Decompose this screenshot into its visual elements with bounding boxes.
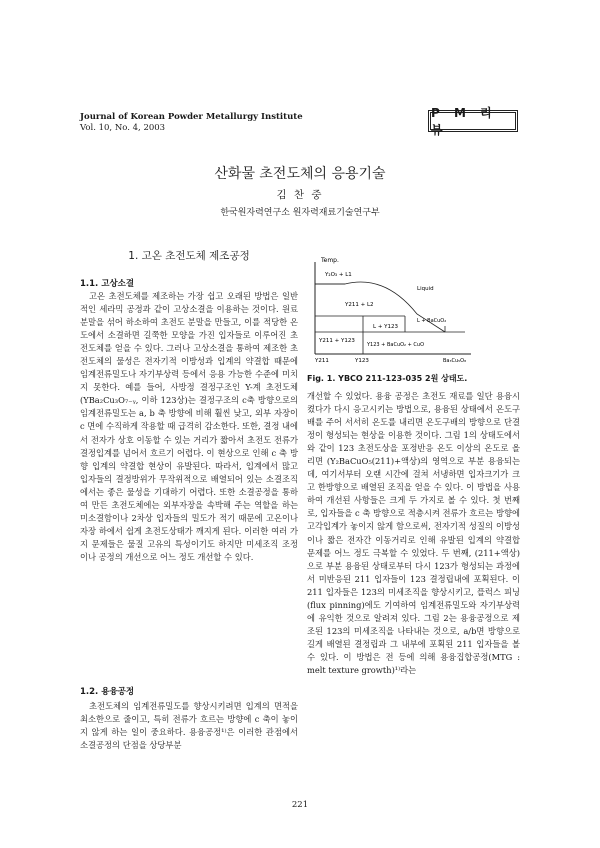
x-tick-label-y211: Y211	[315, 358, 329, 364]
subsection-heading-1-2: 1.2. 용융공정	[80, 687, 135, 697]
x-tick-label-ba3cu5o8: Ba₃Cu₅O₈	[443, 358, 467, 364]
y-axis-label: Temp.	[321, 257, 339, 264]
figure-caption: Fig. 1. YBCO 211-123-035 2원 상태도.	[307, 374, 468, 383]
article-affiliation: 한국원자력연구소 원자력재료기술연구부	[220, 208, 380, 218]
region-label-l-bacuo2: L + BaCuO₂	[417, 318, 447, 324]
region-label-top: Y₂O₃ + L1	[325, 272, 352, 278]
journal-volume: Vol. 10, No. 4, 2003	[80, 123, 166, 133]
paragraph-solid-sintering: 고온 초전도체를 제조하는 가장 쉽고 오래된 방법은 일반적인 세라믹 공정과 같이 고상소결을 이용하는 것이다. 원료분말을 섞어 하소하여 초전도 분말을 만들고, 이를 적당한 온도에서 소결하면 길쭉한 모양을 가진 입자들로 이루어진 초전도체를 얻을 수 있다. 그러나 고상소결을 통하여 제조한 초전도체의 물성은 전자기적 이방성과 입계의 약결합 때문에 임계전류밀도나 자기부상력 등에서 응용 가능한 수준에 미치지 못한다. 예를 들어, 사방정 결정구조인 Y-계 초전도체(YBa₂Cu₃O₇₋ᵧ, 이하 123상)는 결정구조의 c축 방향으로의 임계전류밀도는 a, b 축 방향에 비해 훨씬 낮고, 외부 자장이 c 면에 수직하게 작용할 때 급격히 감소한다. 또한, 결정 내에서 전자가 상호 이동할 수 있는 거리가 짧아서 초전도 전류가 결정입계를 넘어서 흐르기 어렵다. 이 현상으로 인해 c 축 방향 입계의 약결합 현상이 유발된다. 따라서, 입계에서 많고 입자들의 결정방위가 무작위적으로 배열되어 있는 소결조직에서는 좋은 물성을 기대하기 어렵다. 또한 소결공정을 통하여 만든 초전도체에는 외부자장을 속박해 주는 역할을 하는 미소결함이나 2차상 입자들의 밀도가 적기 때문에 고온이나 자장 하에서 쉽게 초전도상태가 깨지게 된다. 이러한 여러 가지 문제들은 물질 고유의 특성이기도 하지만 미세조직 조정이나 공정의 개선으로 어느 정도 개선할 수 있다.	[80, 291, 298, 562]
region-label-211-123: Y211 + Y123	[319, 338, 355, 344]
section-badge-label: P M 리 뷰	[430, 112, 516, 130]
subsection-heading-1-1: 1.1. 고상소결	[80, 279, 135, 289]
article-author: 김 찬 중	[276, 189, 324, 201]
region-label-211-l2: Y211 + L2	[345, 302, 374, 308]
paragraph-melt-process-continued: 개선할 수 있었다. 용융 공정은 초전도 재료를 일단 용융시켰다가 다시 응고시키는 방법으로, 용융된 상태에서 온도구배를 주어 서서히 온도를 내리면 온도구배의 방향으로 단결정이 형성되는 현상을 이용한 것이다. 그림 1의 상태도에서와 같이 123 초전도상을 포정반응 온도 이상의 온도로 올리면 (Y₂BaCuO₅(211)+액상)의 영역으로 부분 용융되는데, 여기서부터 오랜 시간에 걸쳐 서냉하면 입자크기가 크고 한방향으로 배열된 조직을 얻을 수 있다. 이 방법을 사용하여 개선된 사항들은 크게 두 가지로 볼 수 있다. 첫 번째로, 입자들을 c 축 방향으로 적층시켜 전류가 흐르는 방향에 고각입계가 놓이지 않게 함으로써, 전자기적 성질의 이방성이나 짧은 전자간 이동거리로 인해 유발된 입계의 약결합 문제를 어느 정도 극복할 수 있었다. 두 번째, (211+액상)으로 부분 용융된 상태로부터 다시 123가 형성되는 과정에서 미반응된 211 입자들이 123 결정립내에 포획된다. 이 211 입자들은 123의 미세조직을 향상시키고, 플럭스 피닝(flux pinning)에도 기여하여 임계전류밀도와 자기부상력에 유익한 것으로 알려져 있다. 그림 2는 용융공정으로 제조된 123의 미세조직을 나타내는 것으로, a/b면 방향으로 길게 배열된 결정립과 그 내부에 포획된 211 입자들을 볼 수 있다. 이 방법은 전 등에 의해 용융집합공정(MTG : melt texture growth)¹⁾라는	[307, 391, 520, 675]
region-label-l-123: L + Y123	[373, 324, 399, 330]
left-column-text-2	[80, 700, 298, 752]
x-tick-label-y123: Y123	[355, 358, 369, 364]
section-heading: 1. 고온 초전도체 제조공정	[128, 250, 250, 262]
region-label-liquid: Liquid	[417, 286, 434, 292]
journal-name: Journal of Korean Powder Metallurgy Institute	[80, 112, 303, 122]
journal-header	[80, 112, 303, 134]
left-column-text-1	[80, 290, 298, 564]
region-label-bottom-right: Y123 + BaCuO₂ + CuO	[367, 342, 425, 348]
article-title: 산화물 초전도체의 응용기술	[214, 166, 386, 182]
phase-diagram-figure	[305, 254, 475, 372]
page-number: 221	[291, 800, 309, 810]
section-badge	[428, 106, 518, 137]
right-column-text	[307, 390, 520, 677]
paragraph-melt-process: 초전도체의 임계전류밀도를 향상시키려면 입계의 면적을 최소한으로 줄이고, 특히 전류가 흐르는 방향에 c 축이 놓이지 않게 하는 일이 중요하다. 용융공정¹⁾은 이러한 관점에서 소결공정의 단점을 상당부분	[80, 701, 298, 751]
